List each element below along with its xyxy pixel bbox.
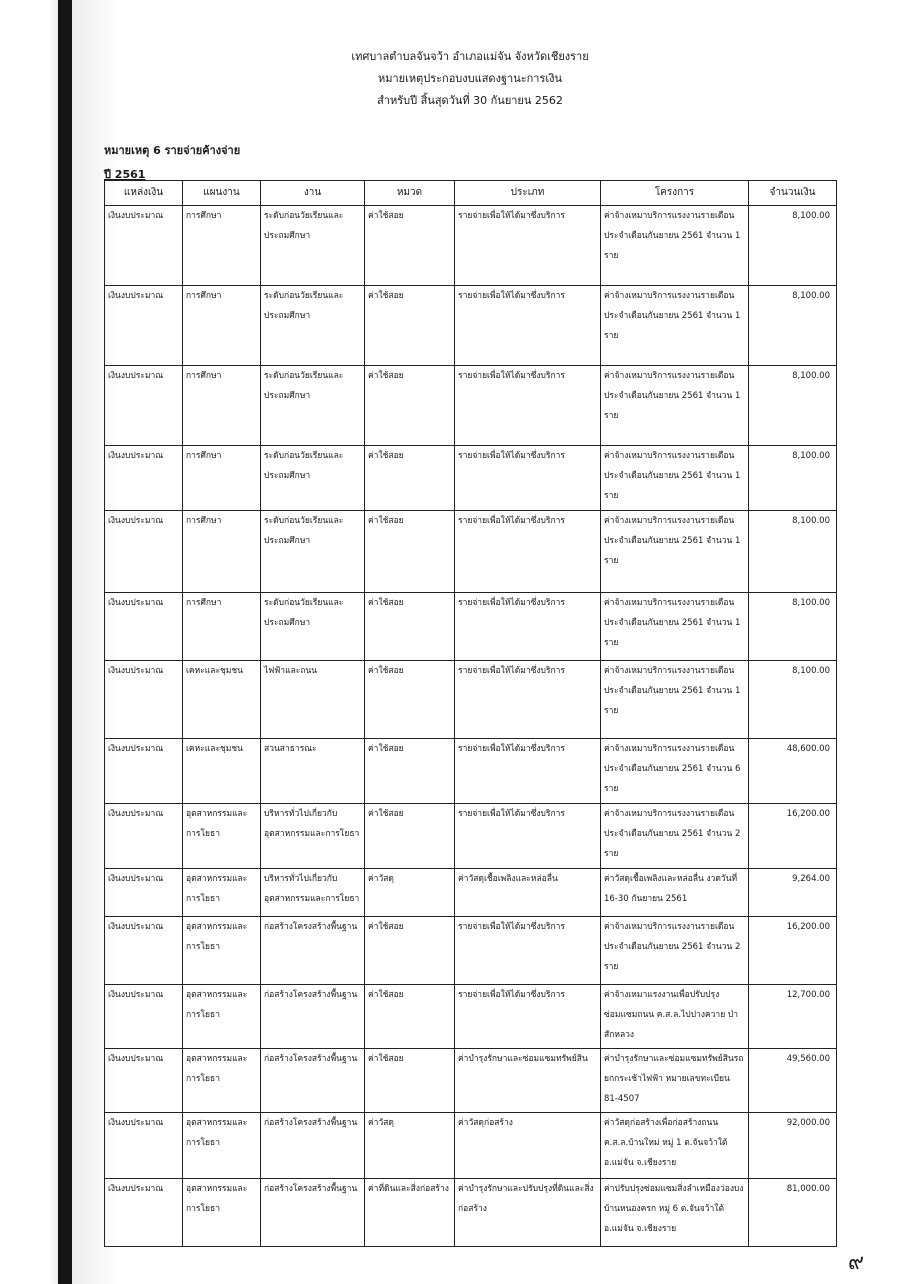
table-row (105, 869, 837, 917)
cell-type: รายจ่ายเพื่อให้ได้มาซึ่งบริการ (455, 917, 601, 985)
cell-type: รายจ่ายเพื่อให้ได้มาซึ่งบริการ (455, 593, 601, 661)
cell-plan: การศึกษา (183, 366, 261, 446)
cell-funding-source: เงินงบประมาณ (105, 1113, 183, 1179)
cell-type: รายจ่ายเพื่อให้ได้มาซึ่งบริการ (455, 511, 601, 593)
scan-binding-edge (58, 0, 72, 1284)
handwritten-page-mark: ๙ (848, 1250, 865, 1275)
cell-funding-source: เงินงบประมาณ (105, 206, 183, 286)
table-row (105, 446, 837, 511)
cell-amount: 92,000.00 (749, 1113, 837, 1179)
header-plan: แผนงาน (183, 181, 261, 206)
cell-funding-source: เงินงบประมาณ (105, 917, 183, 985)
cell-amount: 8,100.00 (749, 206, 837, 286)
cell-category: ค่าใช้สอย (365, 206, 455, 286)
cell-work: ระดับก่อนวัยเรียนและประถมศึกษา (261, 366, 365, 446)
table-row (105, 985, 837, 1049)
cell-project: ค่าจ้างเหมาบริการแรงงานรายเดือน ประจำเดือนกันยายน 2561 จำนวน 1 ราย (601, 286, 749, 366)
cell-amount: 9,264.00 (749, 869, 837, 917)
cell-project: ค่าจ้างเหมาบริการแรงงานรายเดือน ประจำเดือนกันยายน 2561 จำนวน 1 ราย (601, 206, 749, 286)
cell-type: รายจ่ายเพื่อให้ได้มาซึ่งบริการ (455, 804, 601, 869)
cell-category: ค่าที่ดินและสิ่งก่อสร้าง (365, 1179, 455, 1247)
cell-category: ค่าใช้สอย (365, 917, 455, 985)
cell-plan: อุตสาหกรรมและการโยธา (183, 1049, 261, 1113)
table-row (105, 1049, 837, 1113)
header-funding-source: แหล่งเงิน (105, 181, 183, 206)
table-row (105, 206, 837, 286)
cell-category: ค่าใช้สอย (365, 511, 455, 593)
cell-plan: อุตสาหกรรมและการโยธา (183, 985, 261, 1049)
cell-category: ค่าใช้สอย (365, 593, 455, 661)
cell-type: รายจ่ายเพื่อให้ได้มาซึ่งบริการ (455, 446, 601, 511)
cell-project: ค่าจ้างเหมาบริการแรงงานรายเดือน ประจำเดือนกันยายน 2561 จำนวน 2 ราย (601, 917, 749, 985)
year-title: ปี 2561 (104, 168, 146, 181)
cell-project: ค่าจ้างเหมาบริการแรงงานรายเดือน ประจำเดือนกันยายน 2561 จำนวน 2 ราย (601, 804, 749, 869)
table-row (105, 366, 837, 446)
table-body (105, 206, 837, 1247)
cell-category: ค่าใช้สอย (365, 661, 455, 739)
cell-plan: เคหะและชุมชน (183, 739, 261, 804)
cell-project: ค่าจ้างเหมาบริการแรงงานรายเดือน ประจำเดือนกันยายน 2561 จำนวน 1 ราย (601, 593, 749, 661)
cell-category: ค่าใช้สอย (365, 366, 455, 446)
cell-type: รายจ่ายเพื่อให้ได้มาซึ่งบริการ (455, 739, 601, 804)
cell-project: ค่าวัสดุเชื้อเพลิงและหล่อลื่น งวดวันที่ 16-30 กันยายน 2561 (601, 869, 749, 917)
cell-type: รายจ่ายเพื่อให้ได้มาซึ่งบริการ (455, 286, 601, 366)
cell-project: ค่าจ้างเหมาบริการแรงงานรายเดือน ประจำเดือนกันยายน 2561 จำนวน 1 ราย (601, 661, 749, 739)
cell-work: ก่อสร้างโครงสร้างพื้นฐาน (261, 1113, 365, 1179)
document-header (280, 46, 660, 112)
cell-work: ก่อสร้างโครงสร้างพื้นฐาน (261, 917, 365, 985)
cell-project: ค่าจ้างเหมาบริการแรงงานรายเดือน ประจำเดือนกันยายน 2561 จำนวน 6 ราย (601, 739, 749, 804)
cell-plan: อุตสาหกรรมและการโยธา (183, 1113, 261, 1179)
cell-type: รายจ่ายเพื่อให้ได้มาซึ่งบริการ (455, 985, 601, 1049)
cell-category: ค่าวัสดุ (365, 869, 455, 917)
cell-category: ค่าใช้สอย (365, 446, 455, 511)
table-row (105, 286, 837, 366)
cell-type: ค่าบำรุงรักษาและซ่อมแซมทรัพย์สิน (455, 1049, 601, 1113)
table-row (105, 593, 837, 661)
cell-plan: การศึกษา (183, 286, 261, 366)
header-type: ประเภท (455, 181, 601, 206)
cell-amount: 81,000.00 (749, 1179, 837, 1247)
cell-plan: การศึกษา (183, 446, 261, 511)
table-row (105, 804, 837, 869)
cell-work: บริหารทั่วไปเกี่ยวกับอุตสาหกรรมและการโยธา (261, 804, 365, 869)
note-title: หมายเหตุ 6 รายจ่ายค้างจ่าย (104, 144, 241, 157)
header-project: โครงการ (601, 181, 749, 206)
header-organization: เทศบาลตำบลจันจว้า อำเภอแม่จัน จังหวัดเชียงราย (351, 50, 589, 63)
header-statement-title: หมายเหตุประกอบงบแสดงฐานะการเงิน (377, 72, 563, 85)
table-row (105, 661, 837, 739)
cell-project: ค่าจ้างเหมาแรงงานเพื่อปรับปรุงซ่อมแซมถนน ค.ส.ล.ไปปางควาย ป่าสักหลวง (601, 985, 749, 1049)
cell-amount: 8,100.00 (749, 366, 837, 446)
cell-work: ก่อสร้างโครงสร้างพื้นฐาน (261, 985, 365, 1049)
cell-funding-source: เงินงบประมาณ (105, 593, 183, 661)
cell-plan: อุตสาหกรรมและการโยธา (183, 917, 261, 985)
cell-work: ไฟฟ้าและถนน (261, 661, 365, 739)
cell-amount: 8,100.00 (749, 511, 837, 593)
cell-type: รายจ่ายเพื่อให้ได้มาซึ่งบริการ (455, 366, 601, 446)
cell-work: ก่อสร้างโครงสร้างพื้นฐาน (261, 1049, 365, 1113)
cell-project: ค่าจ้างเหมาบริการแรงงานรายเดือน ประจำเดือนกันยายน 2561 จำนวน 1 ราย (601, 446, 749, 511)
cell-type: รายจ่ายเพื่อให้ได้มาซึ่งบริการ (455, 206, 601, 286)
cell-funding-source: เงินงบประมาณ (105, 804, 183, 869)
cell-amount: 16,200.00 (749, 917, 837, 985)
cell-funding-source: เงินงบประมาณ (105, 446, 183, 511)
cell-category: ค่าวัสดุ (365, 1113, 455, 1179)
cell-category: ค่าใช้สอย (365, 286, 455, 366)
cell-project: ค่าจ้างเหมาบริการแรงงานรายเดือน ประจำเดือนกันยายน 2561 จำนวน 1 ราย (601, 366, 749, 446)
header-amount: จำนวนเงิน (749, 181, 837, 206)
cell-work: ระดับก่อนวัยเรียนและประถมศึกษา (261, 511, 365, 593)
cell-amount: 49,560.00 (749, 1049, 837, 1113)
cell-plan: อุตสาหกรรมและการโยธา (183, 804, 261, 869)
table-header-row (105, 181, 837, 206)
cell-plan: เคหะและชุมชน (183, 661, 261, 739)
cell-type: รายจ่ายเพื่อให้ได้มาซึ่งบริการ (455, 661, 601, 739)
header-period: สำหรับปี สิ้นสุดวันที่ 30 กันยายน 2562 (377, 94, 563, 107)
cell-funding-source: เงินงบประมาณ (105, 366, 183, 446)
cell-amount: 8,100.00 (749, 593, 837, 661)
cell-work: ระดับก่อนวัยเรียนและประถมศึกษา (261, 286, 365, 366)
accrued-expenses-table (104, 180, 837, 1247)
cell-work: บริหารทั่วไปเกี่ยวกับอุตสาหกรรมและการโยธา (261, 869, 365, 917)
cell-funding-source: เงินงบประมาณ (105, 739, 183, 804)
cell-funding-source: เงินงบประมาณ (105, 661, 183, 739)
table-row (105, 511, 837, 593)
table-row (105, 1113, 837, 1179)
table-row (105, 917, 837, 985)
cell-funding-source: เงินงบประมาณ (105, 511, 183, 593)
cell-category: ค่าใช้สอย (365, 804, 455, 869)
cell-plan: การศึกษา (183, 206, 261, 286)
cell-type: ค่าวัสดุเชื้อเพลิงและหล่อลื่น (455, 869, 601, 917)
cell-work: ระดับก่อนวัยเรียนและประถมศึกษา (261, 593, 365, 661)
cell-type: ค่าวัสดุก่อสร้าง (455, 1113, 601, 1179)
cell-work: ก่อสร้างโครงสร้างพื้นฐาน (261, 1179, 365, 1247)
table-row (105, 1179, 837, 1247)
table-row (105, 739, 837, 804)
cell-amount: 8,100.00 (749, 286, 837, 366)
cell-funding-source: เงินงบประมาณ (105, 869, 183, 917)
cell-project: ค่าบำรุงรักษาและซ่อมแซมทรัพย์สินรถยกกระเช้าไฟฟ้า หมายเลขทะเบียน 81-4507 (601, 1049, 749, 1113)
cell-amount: 48,600.00 (749, 739, 837, 804)
header-category: หมวด (365, 181, 455, 206)
cell-work: ระดับก่อนวัยเรียนและประถมศึกษา (261, 206, 365, 286)
cell-amount: 8,100.00 (749, 661, 837, 739)
cell-amount: 16,200.00 (749, 804, 837, 869)
cell-funding-source: เงินงบประมาณ (105, 1179, 183, 1247)
cell-plan: อุตสาหกรรมและการโยธา (183, 869, 261, 917)
cell-project: ค่าวัสดุก่อสร้างเพื่อก่อสร้างถนน ค.ส.ล.บ้านใหม่ หมู่ 1 ต.จันจว้าใต้ อ.แม่จัน จ.เชียงราย (601, 1113, 749, 1179)
cell-work: ระดับก่อนวัยเรียนและประถมศึกษา (261, 446, 365, 511)
cell-work: สวนสาธารณะ (261, 739, 365, 804)
cell-project: ค่าปรับปรุงซ่อมแซมสิ่งลำเหมืองว่องบง บ้านหนองครก หมู่ 6 ต.จันจว้าใต้ อ.แม่จัน จ.เชียงราย (601, 1179, 749, 1247)
cell-funding-source: เงินงบประมาณ (105, 286, 183, 366)
cell-category: ค่าใช้สอย (365, 985, 455, 1049)
cell-project: ค่าจ้างเหมาบริการแรงงานรายเดือน ประจำเดือนกันยายน 2561 จำนวน 1 ราย (601, 511, 749, 593)
cell-plan: อุตสาหกรรมและการโยธา (183, 1179, 261, 1247)
cell-type: ค่าบำรุงรักษาและปรับปรุงที่ดินและสิ่งก่อสร้าง (455, 1179, 601, 1247)
cell-plan: การศึกษา (183, 593, 261, 661)
header-work: งาน (261, 181, 365, 206)
cell-category: ค่าใช้สอย (365, 1049, 455, 1113)
cell-plan: การศึกษา (183, 511, 261, 593)
cell-amount: 12,700.00 (749, 985, 837, 1049)
cell-category: ค่าใช้สอย (365, 739, 455, 804)
cell-funding-source: เงินงบประมาณ (105, 985, 183, 1049)
cell-amount: 8,100.00 (749, 446, 837, 511)
cell-funding-source: เงินงบประมาณ (105, 1049, 183, 1113)
